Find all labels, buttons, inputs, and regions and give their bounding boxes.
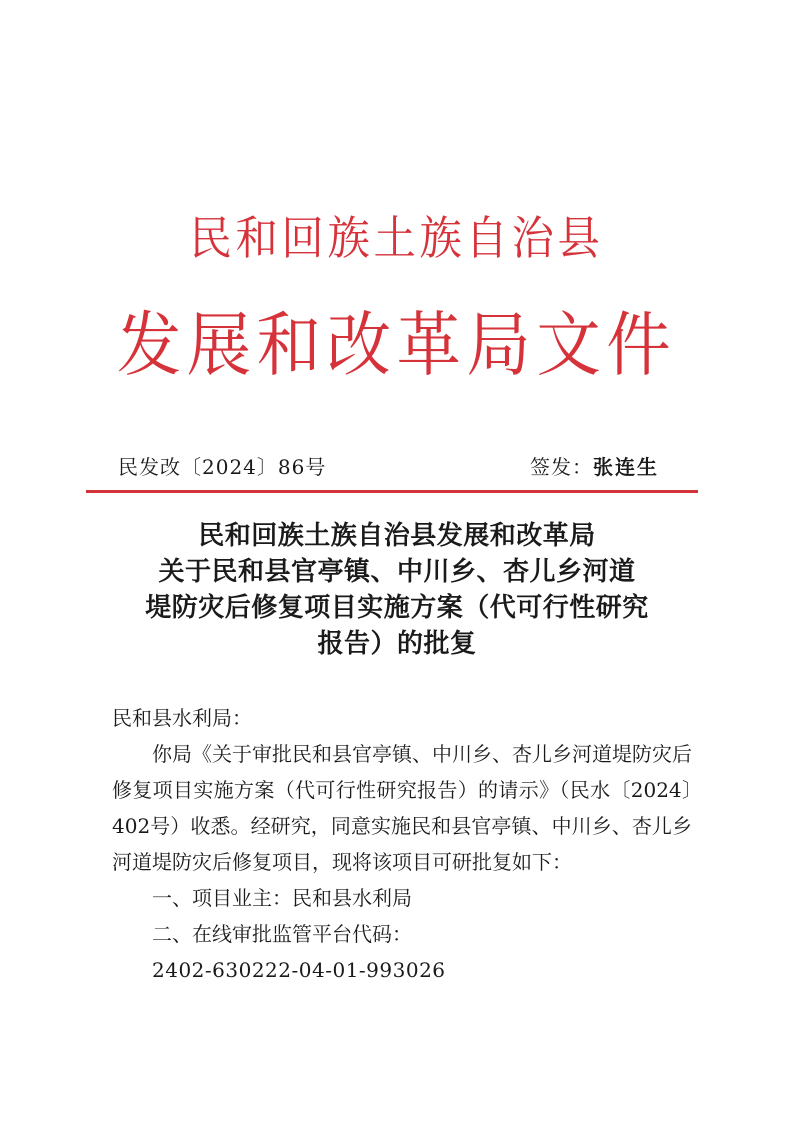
red-separator-rule (86, 490, 698, 493)
body-paragraph: 你局《关于审批民和县官亭镇、中川乡、杏儿乡河道堤防灾后修复项目实施方案（代可行性研究报告）的请示》（民水〔2024〕402号）收悉。经研究，同意实施民和县官亭镇、中川乡、杏儿乡河道堤防灾后修复项目，现将该项目可研批复如下： (112, 742, 692, 874)
document-title (90, 518, 704, 662)
issuer-name-line1: 民和回族土族自治县 (189, 211, 604, 265)
title-line-3: 堤防灾后修复项目实施方案（代可行性研究 (145, 593, 649, 623)
platform-code: 2402-630222-04-01-993026 (152, 958, 446, 982)
list-item-platform-code-label: 二、在线审批监管平台代码： (152, 922, 412, 946)
issuer-name-line2: 发展和改革局文件 (116, 304, 677, 386)
title-line-4: 报告）的批复 (317, 629, 477, 659)
document-number: 民发改〔2024〕86号 (118, 455, 327, 479)
addressee: 民和县水利局： (112, 706, 252, 730)
title-line-2: 关于民和县官亭镇、中川乡、杏儿乡河道 (158, 557, 636, 587)
signer-label: 签发： (530, 455, 593, 479)
list-item-project-owner: 一、项目业主：民和县水利局 (152, 886, 412, 910)
title-line-1: 民和回族土族自治县发展和改革局 (198, 521, 596, 551)
signer (530, 453, 659, 481)
document-body (112, 700, 692, 988)
signer-name: 张连生 (593, 455, 659, 479)
